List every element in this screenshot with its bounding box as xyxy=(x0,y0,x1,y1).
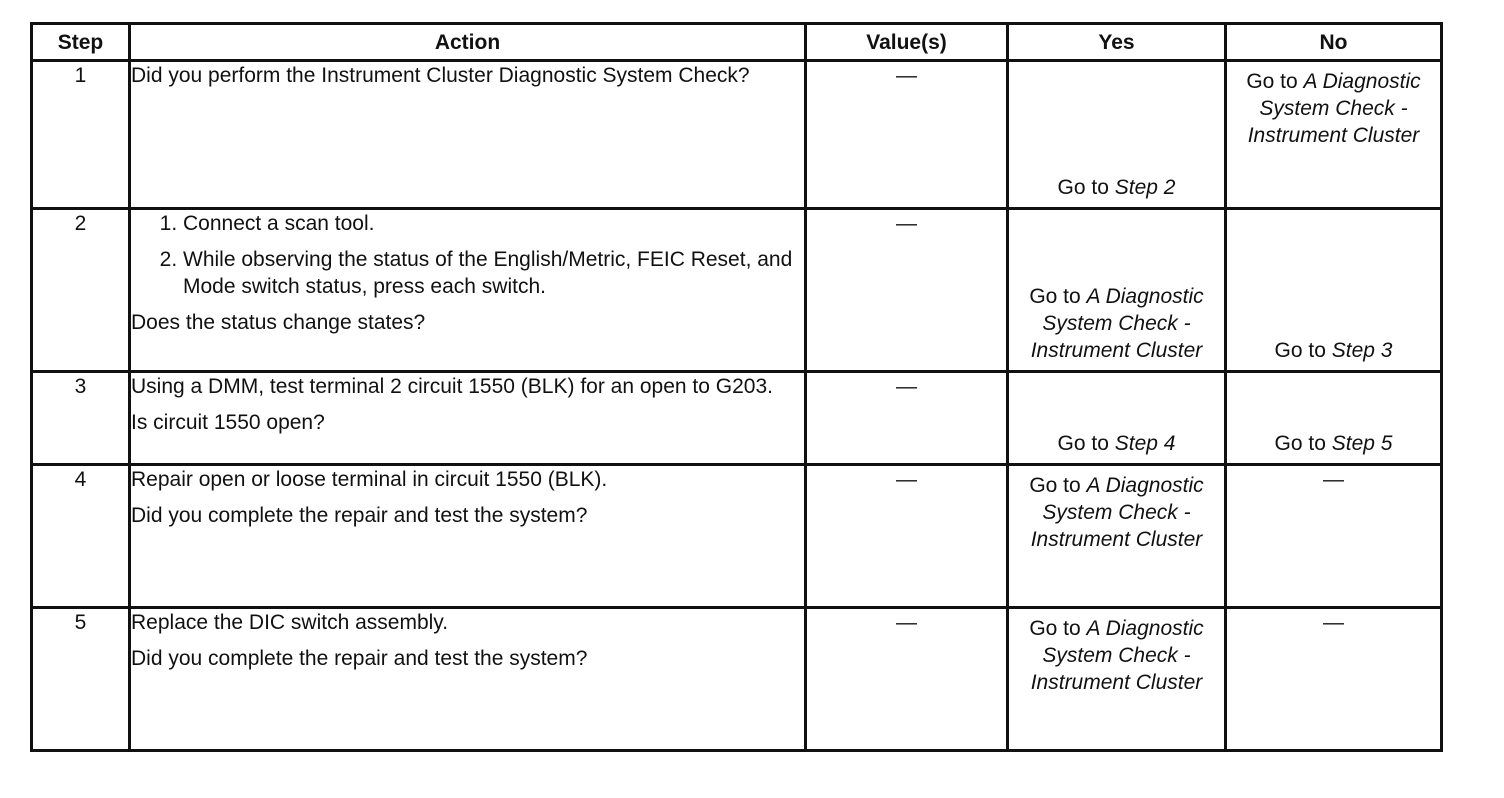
no-result[interactable] xyxy=(1235,68,1432,149)
step-link[interactable]: Step 3 xyxy=(1331,339,1393,362)
action-cell xyxy=(130,608,806,751)
diagnostic-link[interactable]: A Diagnostic System Check - Instrument Cluster xyxy=(1247,70,1421,147)
diagnostic-link[interactable]: A Diagnostic System Check - Instrument Cluster xyxy=(1030,474,1204,551)
no-cell xyxy=(1226,372,1442,465)
no-result[interactable] xyxy=(1235,430,1432,457)
yes-result[interactable] xyxy=(1017,615,1216,696)
header-action: Action xyxy=(130,24,806,61)
action-cell xyxy=(130,61,806,209)
no-cell xyxy=(1226,209,1442,372)
goto-prefix: Go to xyxy=(1029,285,1087,308)
yes-cell xyxy=(1008,209,1226,372)
action-question: Is circuit 1550 open? xyxy=(131,411,325,434)
yes-result[interactable] xyxy=(1017,430,1216,457)
goto-prefix: Go to xyxy=(1029,474,1087,497)
header-step: Step xyxy=(32,24,130,61)
yes-result[interactable] xyxy=(1017,174,1216,201)
action-steps-list xyxy=(131,210,804,300)
table-row xyxy=(32,465,1442,608)
goto-prefix: Go to xyxy=(1246,70,1304,93)
no-cell xyxy=(1226,61,1442,209)
yes-result[interactable] xyxy=(1017,283,1216,364)
step-number: 2 xyxy=(32,209,130,372)
value-cell: — xyxy=(806,465,1008,608)
action-text: Did you perform the Instrument Cluster Diagnostic System Check? xyxy=(131,64,750,87)
list-item: 2. While observing the status of the English/Metric, FEIC Reset, and Mode switch status, press each switch. xyxy=(183,246,804,300)
step-number: 3 xyxy=(32,372,130,465)
diagnostic-link[interactable]: A Diagnostic System Check - Instrument Cluster xyxy=(1030,285,1204,362)
action-cell xyxy=(130,465,806,608)
yes-result[interactable] xyxy=(1017,472,1216,553)
step-number: 4 xyxy=(32,465,130,608)
action-question: Does the status change states? xyxy=(131,311,426,334)
goto-prefix: Go to xyxy=(1057,432,1115,455)
goto-prefix: Go to xyxy=(1274,339,1332,362)
value-cell: — xyxy=(806,209,1008,372)
action-cell xyxy=(130,209,806,372)
yes-cell xyxy=(1008,465,1226,608)
yes-cell xyxy=(1008,608,1226,751)
header-row xyxy=(32,24,1442,61)
table-row xyxy=(32,209,1442,372)
diagnostic-table xyxy=(30,22,1443,752)
step-number: 5 xyxy=(32,608,130,751)
header-no: No xyxy=(1226,24,1442,61)
action-text: Using a DMM, test terminal 2 circuit 1550 (BLK) for an open to G203. xyxy=(131,375,773,398)
no-result[interactable] xyxy=(1235,337,1432,364)
action-question: Did you complete the repair and test the system? xyxy=(131,647,588,670)
value-cell: — xyxy=(806,608,1008,751)
table-row xyxy=(32,372,1442,465)
goto-prefix: Go to xyxy=(1057,176,1115,199)
action-text: Replace the DIC switch assembly. xyxy=(131,611,449,634)
no-cell: — xyxy=(1226,608,1442,751)
table-row xyxy=(32,608,1442,751)
yes-cell xyxy=(1008,372,1226,465)
yes-cell xyxy=(1008,61,1226,209)
diagnostic-link[interactable]: A Diagnostic System Check - Instrument Cluster xyxy=(1030,617,1204,694)
goto-prefix: Go to xyxy=(1274,432,1332,455)
step-link[interactable]: Step 5 xyxy=(1331,432,1393,455)
value-cell: — xyxy=(806,372,1008,465)
step-link[interactable]: Step 2 xyxy=(1114,176,1176,199)
step-link[interactable]: Step 4 xyxy=(1114,432,1176,455)
header-yes: Yes xyxy=(1008,24,1226,61)
value-cell: — xyxy=(806,61,1008,209)
header-values: Value(s) xyxy=(806,24,1008,61)
action-cell xyxy=(130,372,806,465)
list-item: 1. Connect a scan tool. xyxy=(183,210,804,237)
action-text: Repair open or loose terminal in circuit 1550 (BLK). xyxy=(131,468,608,491)
goto-prefix: Go to xyxy=(1029,617,1087,640)
action-question: Did you complete the repair and test the system? xyxy=(131,504,588,527)
step-number: 1 xyxy=(32,61,130,209)
table-row xyxy=(32,61,1442,209)
no-cell: — xyxy=(1226,465,1442,608)
